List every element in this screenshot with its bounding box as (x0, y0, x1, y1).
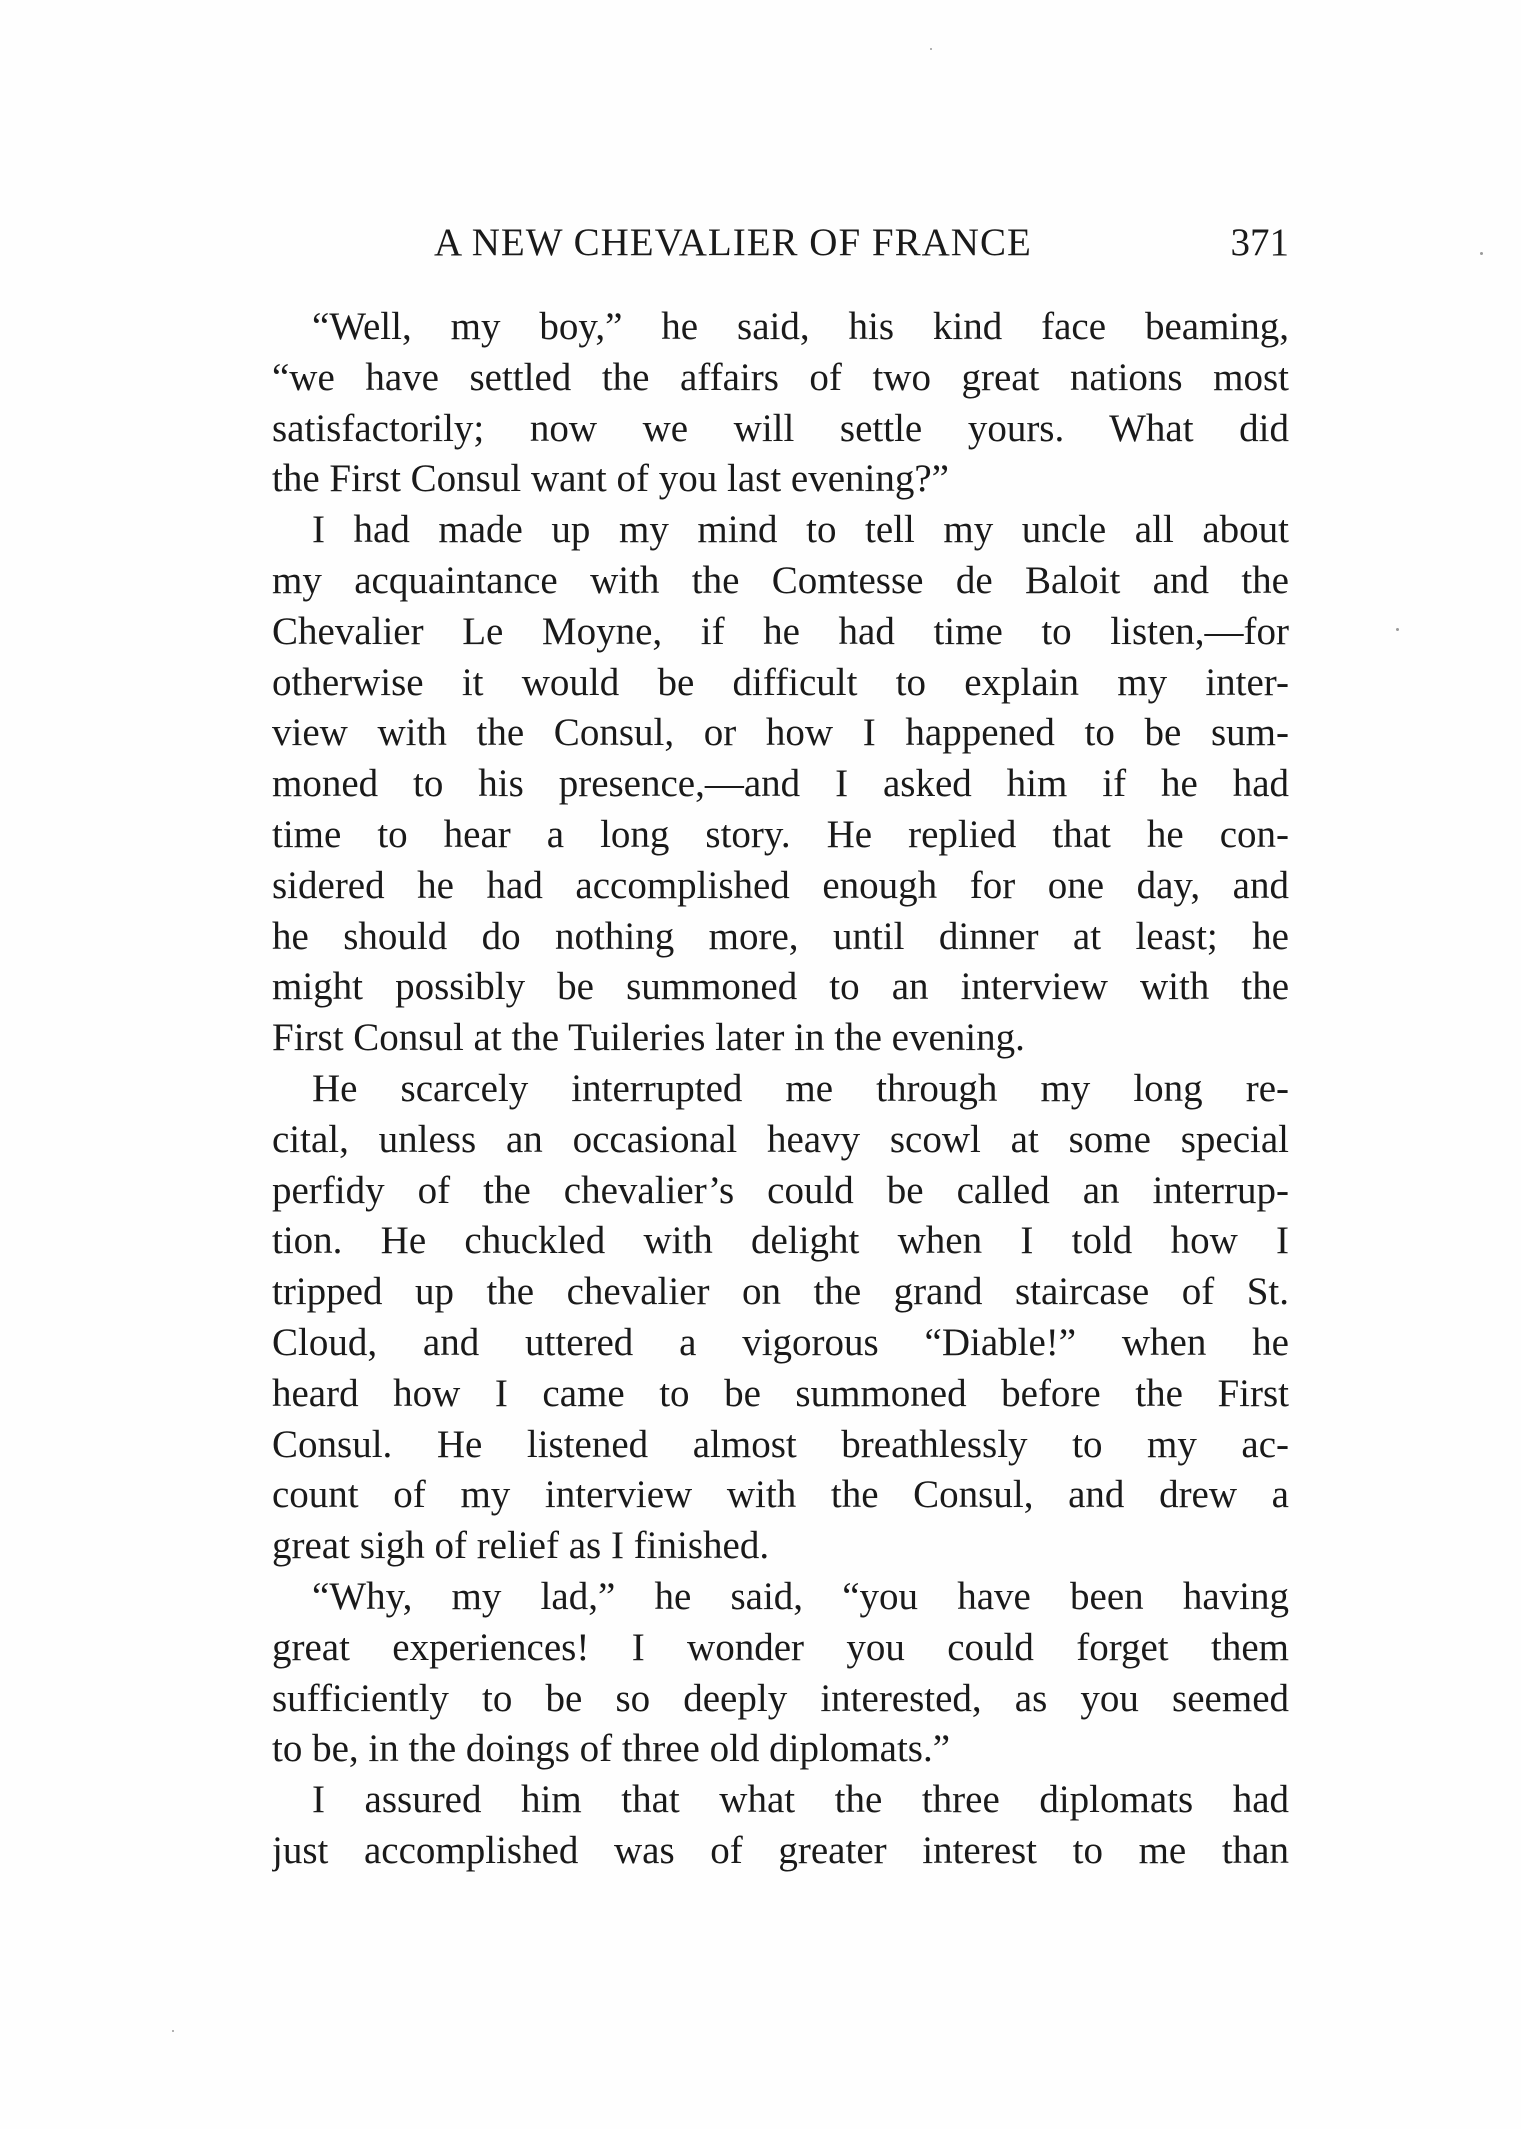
text-line: Consul. He listened almost breathlessly to my ac- (272, 1422, 1289, 1466)
text-line: “Why, my lad,” he said, “you have been having (312, 1574, 1289, 1618)
text-line: perfidy of the chevalier’s could be called an interrup- (272, 1168, 1289, 1212)
body-text (272, 302, 1289, 1877)
text-line: great experiences! I wonder you could forget them (272, 1625, 1289, 1669)
text-line: he should do nothing more, until dinner at least; he (272, 914, 1289, 958)
paragraph (272, 1064, 1289, 1572)
paragraph (272, 302, 1289, 505)
paragraph (272, 1775, 1289, 1877)
text-line: my acquaintance with the Comtesse de Baloit and the (272, 558, 1289, 602)
text-line: I had made up my mind to tell my uncle all about (312, 508, 1289, 552)
text-line: to be, in the doings of three old diplomats.” (272, 1727, 951, 1771)
paper-speck (1480, 252, 1483, 255)
text-line: tripped up the chevalier on the grand staircase of St. (272, 1270, 1289, 1314)
text-line: cital, unless an occasional heavy scowl at some special (272, 1117, 1289, 1161)
text-line: I assured him that what the three diplomats had (312, 1778, 1289, 1822)
text-line: time to hear a long story. He replied that he con- (272, 812, 1289, 856)
paragraph (272, 1572, 1289, 1775)
text-line: tion. He chuckled with delight when I told how I (272, 1219, 1289, 1263)
running-title: A NEW CHEVALIER OF FRANCE (434, 221, 1032, 264)
paper-speck (1396, 628, 1399, 631)
text-line: First Consul at the Tuileries later in the evening. (272, 1016, 1025, 1060)
text-line: He scarcely interrupted me through my long re- (312, 1066, 1289, 1110)
paper-speck (930, 48, 932, 50)
text-line: Cloud, and uttered a vigorous “Diable!” when he (272, 1320, 1289, 1364)
paragraph (272, 505, 1289, 1064)
text-line: satisfactorily; now we will settle yours. What did (272, 406, 1289, 450)
text-line: “we have settled the affairs of two great nations most (272, 355, 1289, 399)
text-line: might possibly be summoned to an interview with the (272, 965, 1289, 1009)
text-line: moned to his presence,—and I asked him if he had (272, 762, 1289, 806)
text-line: sidered he had accomplished enough for one day, and (272, 863, 1289, 907)
text-line: view with the Consul, or how I happened to be sum- (272, 711, 1289, 755)
text-line: great sigh of relief as I finished. (272, 1524, 770, 1568)
text-line: sufficiently to be so deeply interested, as you seemed (272, 1676, 1289, 1720)
text-line: the First Consul want of you last evening?” (272, 457, 949, 501)
paper-speck (172, 2030, 174, 2032)
text-line: heard how I came to be summoned before the First (272, 1371, 1289, 1415)
text-line: Chevalier Le Moyne, if he had time to listen,—for (272, 609, 1289, 653)
page-header (272, 212, 1289, 272)
text-line: count of my interview with the Consul, and drew a (272, 1473, 1289, 1517)
text-line: just accomplished was of greater interest to me than (272, 1828, 1289, 1872)
text-line: otherwise it would be difficult to explain my inter- (272, 660, 1289, 704)
text-line: “Well, my boy,” he said, his kind face beaming, (312, 305, 1289, 348)
page-number: 371 (1230, 221, 1289, 264)
